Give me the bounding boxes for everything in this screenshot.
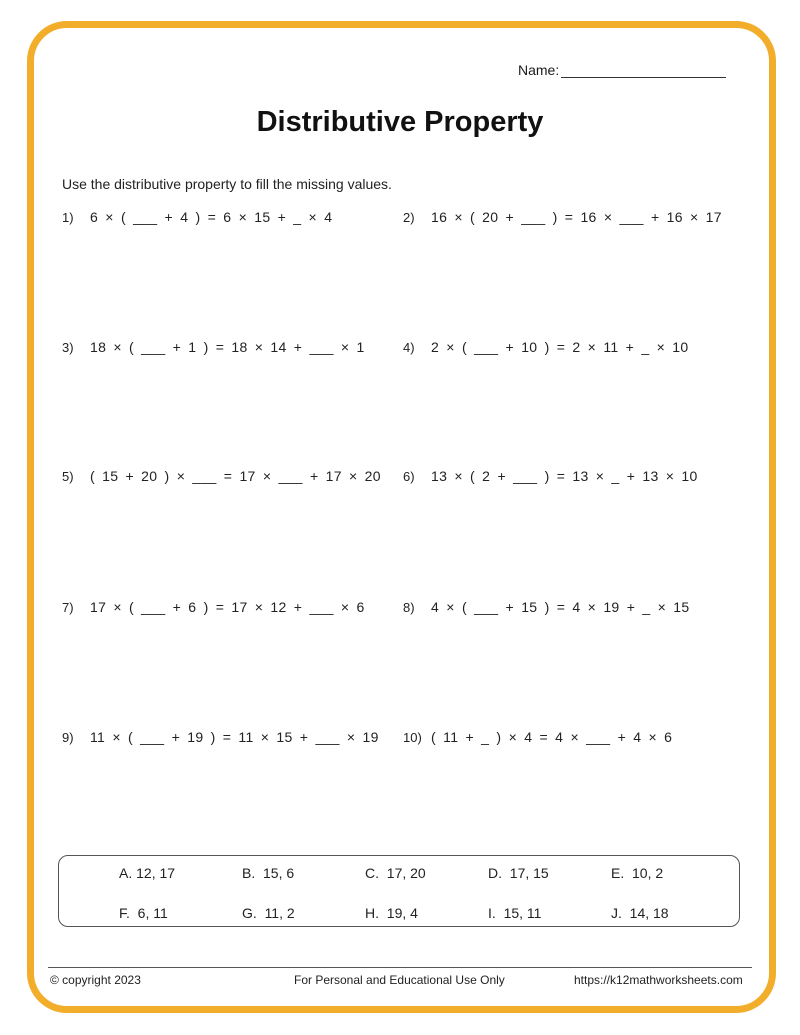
footer-website-link[interactable]: https://k12mathworksheets.com (574, 973, 743, 987)
problem-expression: 4 × ( ___ + 15 ) = 4 × 19 + _ × 15 (431, 599, 690, 615)
option-label: F. (119, 905, 130, 921)
answer-option-e (611, 865, 663, 881)
problem-number: 10) (403, 730, 422, 745)
problem-2 (403, 209, 722, 225)
problem-expression: 18 × ( ___ + 1 ) = 18 × 14 + ___ × 1 (90, 339, 365, 355)
problem-9 (62, 729, 379, 745)
answer-option-c (365, 865, 426, 881)
problem-number: 4) (403, 340, 415, 355)
answer-option-h (365, 905, 418, 921)
option-value: 15, 6 (263, 865, 295, 881)
problem-1 (62, 209, 332, 225)
problem-expression: 6 × ( ___ + 4 ) = 6 × 15 + _ × 4 (90, 209, 333, 225)
option-label: J. (611, 905, 622, 921)
problem-expression: 11 × ( ___ + 19 ) = 11 × 15 + ___ × 19 (90, 729, 379, 745)
option-value: 17, 20 (386, 865, 426, 881)
problem-number: 6) (403, 469, 415, 484)
name-blank-line[interactable] (561, 63, 726, 78)
worksheet-title: Distributive Property (256, 106, 544, 138)
problem-number: 8) (403, 600, 415, 615)
problem-5 (62, 468, 381, 484)
problem-expression: ( 11 + _ ) × 4 = 4 × ___ + 4 × 6 (431, 729, 673, 745)
problem-number: 5) (62, 469, 74, 484)
problem-expression: 2 × ( ___ + 10 ) = 2 × 11 + _ × 10 (431, 339, 689, 355)
answer-option-f (119, 905, 168, 921)
footer-usage-note: For Personal and Educational Use Only (294, 973, 505, 987)
problem-4 (403, 339, 688, 355)
problem-expression: 16 × ( 20 + ___ ) = 16 × ___ + 16 × 17 (431, 209, 722, 225)
option-label: D. (488, 865, 502, 881)
problem-8 (403, 599, 689, 615)
option-value: 17, 15 (509, 865, 549, 881)
option-value: 15, 11 (503, 905, 542, 921)
problem-number: 9) (62, 730, 74, 745)
option-label: A. (119, 865, 133, 881)
problem-expression: 13 × ( 2 + ___ ) = 13 × _ + 13 × 10 (431, 468, 698, 484)
problem-number: 3) (62, 340, 74, 355)
answer-option-g (242, 905, 295, 921)
problem-7 (62, 599, 365, 615)
answer-option-d (488, 865, 549, 881)
answer-option-b (242, 865, 294, 881)
option-label: B. (242, 865, 256, 881)
problem-6 (403, 468, 698, 484)
name-label: Name: (518, 62, 560, 78)
instructions: Use the distributive property to fill the missing values. (62, 176, 392, 192)
problem-3 (62, 339, 365, 355)
option-value: 11, 2 (264, 905, 295, 921)
problem-expression: 17 × ( ___ + 6 ) = 17 × 12 + ___ × 6 (90, 599, 365, 615)
problem-number: 2) (403, 210, 415, 225)
answer-option-a (119, 865, 175, 881)
option-value: 19, 4 (386, 905, 418, 921)
option-label: G. (242, 905, 257, 921)
problem-expression: ( 15 + 20 ) × ___ = 17 × ___ + 17 × 20 (90, 468, 381, 484)
option-value: 14, 18 (629, 905, 669, 921)
footer-divider (48, 967, 752, 968)
name-field (518, 62, 726, 78)
answer-option-j (611, 905, 669, 921)
option-value: 6, 11 (137, 905, 168, 921)
answer-option-i (488, 905, 541, 921)
problem-10 (403, 729, 672, 745)
problem-number: 7) (62, 600, 74, 615)
option-label: I. (488, 905, 496, 921)
footer-copyright: © copyright 2023 (50, 973, 141, 987)
option-value: 10, 2 (632, 865, 664, 881)
option-label: H. (365, 905, 379, 921)
option-label: E. (611, 865, 625, 881)
option-label: C. (365, 865, 379, 881)
option-value: 12, 17 (136, 865, 176, 881)
problem-number: 1) (62, 210, 74, 225)
